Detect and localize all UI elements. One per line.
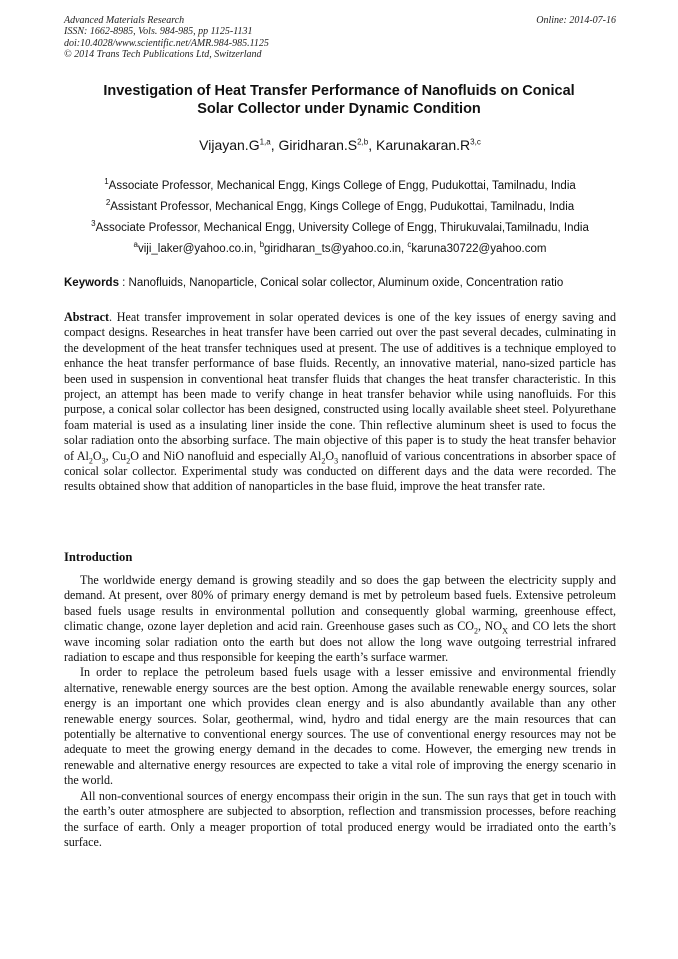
author-name: Giridharan.S [278,137,358,153]
affiliations [64,176,616,260]
abstract-label: Abstract [64,310,110,324]
author-sup: 3,c [470,137,481,147]
author-sup: 2,b [357,137,369,147]
email-sup: a [133,240,138,250]
author-name: Karunakaran.R [376,137,471,153]
paper-title [70,82,608,118]
formula-sub: 3 [101,456,106,466]
formula-sub: 2 [321,456,326,466]
keywords [64,275,616,291]
author-sep: , [368,137,376,153]
abstract [64,310,616,495]
paragraph [64,573,616,665]
formula-sub: X [502,626,508,636]
affiliation-text: Associate Professor, Mechanical Engg, Kings College of Engg, Pudukottai, Tamilnadu, India [108,180,576,192]
online-date: Online: 2014-07-16 [536,15,616,26]
formula-sub: 2 [126,456,131,466]
author-sep: , [270,137,279,153]
keywords-label: Keywords [64,277,119,289]
paragraph: All non-conventional sources of energy encompass their origin in the sun. The sun rays that get in touch with the earth’s outer atmosphere are subjected to absorption, reflection and transmission processes, before reaching the surface of earth. Only a meager proportion of total produced energy would be irradiated onto the earth’s surface. [64,788,616,849]
email-address[interactable]: viji_laker@yahoo.co.in [137,243,254,255]
formula-sub: 2 [88,456,93,466]
journal-issn: ISSN: 1662-8985, Vols. 984-985, pp 1125-1131 [64,26,253,38]
keywords-text: : Nanofluids, Nanoparticle, Conical solar collector, Aluminum oxide, Concentration ratio [118,277,564,289]
affiliation-text: Associate Professor, Mechanical Engg, University College of Engg, Thirukuvalai,Tamilnadu, India [95,222,589,234]
email-sup: c [407,240,412,250]
email-sep: , [401,243,408,255]
title-line-1: Investigation of Heat Transfer Performance of Nanofluids on Conical [103,83,575,99]
affiliation-text: Assistant Professor, Mechanical Engg, Kings College of Engg, Pudukottai, Tamilnadu, India [110,201,575,213]
abstract-text: nanofluid of various concentrations in absorber space of conical solar collector. Experimental study was conducted on different days and the data were recorded. The results obtained show that addition of nanoparticles in the base fluid, improve the heat transfer rate. [64,448,616,494]
formula-text: O [325,448,335,463]
paragraph-text: , NO [478,619,503,634]
introduction-body [64,573,616,850]
paragraph-text: and CO lets the short wave incoming solar radiation onto the earth but does not allow the long wave outgoing terrestrial infrared radiation to escape and thus responsible for keeping the earth’s surface warmer. [64,619,616,665]
journal-copyright: © 2014 Trans Tech Publications Ltd, Switzerland [64,48,262,60]
title-line-2: Solar Collector under Dynamic Condition [197,101,481,117]
affiliation-sup: 2 [105,198,111,208]
abstract-text: , Cu [105,448,127,463]
abstract-text: . Heat transfer improvement in solar operated devices is one of the key issues of energy saving and compact designs. Researches in heat transfer have been carried out over the past several decades, culminating in the development of the heat transfer techniques used at present. The use of additives is a technique employed to enhance the heat transfer performance of base fluids. Recently, an innovative material, nano-sized particle has been used in suspension in conventional heat transfer fluids that changes the heat transfer characteristic. In this project, an attempt has been made to verify change in heat transfer behavior while using nanofluids. For this purpose, a conical solar collector has been designed, constructed using locally available sheet steel. Polyurethane foam material is used as a insulating liner inside the cone. Thin reflective aluminum sheet is used to focus the solar radiation onto the absorbing surface. The main objective of this paper is to study the heat transfer behavior of Al [64,310,616,463]
paragraph: In order to replace the petroleum based fuels usage with a lesser emissive and environmental friendly alternative, renewable energy sources are the best option. Among the available renewable energy sources, solar energy is an important one which provides clean energy and is also abundantly available than any other renewable energy sources. Solar, geothermal, wind, hydro and tidal energy are the main resources that can potentially be alternative to conventional energy sources. The use of conventional energy resources may not be adequate to meet the growing energy demand in the decades to come. However, the emerging new trends in renewable and alternative energy resources are expected to take a vital role of improving the energy scenario in the world. [64,665,616,788]
email-sup: b [259,240,265,250]
affiliation-2 [64,197,616,218]
email-sep: , [253,243,260,255]
section-heading-introduction: Introduction [64,550,133,564]
journal-name: Advanced Materials Research [64,15,185,26]
email-list [64,239,616,260]
author-name: Vijayan.G [199,137,260,153]
email-address[interactable]: giridharan_ts@yahoo.co.in [264,243,402,255]
journal-header [64,15,616,60]
affiliation-sup: 1 [104,177,109,187]
formula-text: O [92,448,102,463]
abstract-text: O and NiO nanofluid and especially Al [130,448,322,463]
affiliation-3 [64,218,616,239]
affiliation-sup: 3 [91,219,96,229]
journal-doi: doi:10.4028/www.scientific.net/AMR.984-985.1125 [64,37,269,49]
formula-sub: 3 [334,456,339,466]
paragraph-text: The worldwide energy demand is growing steadily and so does the gap between the electricity supply and demand. At present, over 80% of primary energy demand is met by petroleum based fuels. Extensive petroleum based fuels usage results in environmental pollution and consequently global warming, greenhouse effect, climatic change, ozone layer depletion and acid rain. Greenhouse gases such as CO [64,573,616,634]
email-address[interactable]: karuna30722@yahoo.com [411,243,547,255]
author-list [64,136,616,154]
author-sup: 1,a [259,137,271,147]
formula-sub: 2 [474,626,479,636]
affiliation-1 [64,176,616,197]
